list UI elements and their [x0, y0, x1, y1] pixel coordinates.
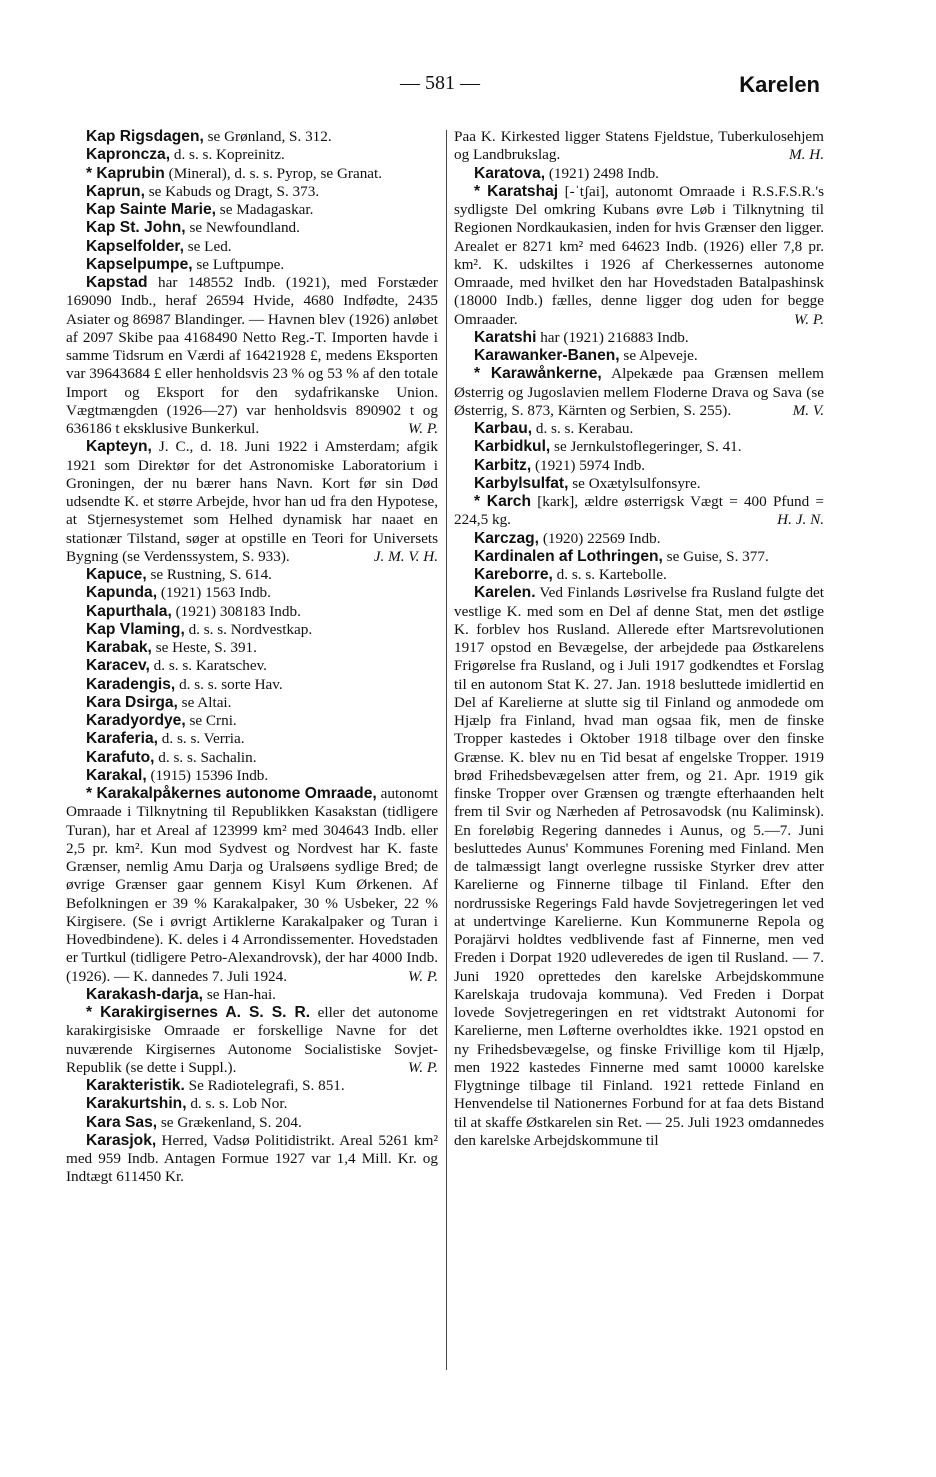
entry-headword: Kapteyn, — [86, 438, 152, 456]
entry-signature: H. J. N. — [777, 511, 824, 529]
entry-text: (1921) 2498 Indb. — [545, 164, 659, 182]
entry-headword: Karatova, — [474, 164, 546, 182]
entry-headword: Karbidkul, — [474, 438, 551, 456]
entry-headword: * Karakalpåkernes autonome Omraade, — [86, 785, 377, 802]
entry-text: se Luftpumpe. — [192, 255, 285, 273]
entry-text: (1921) 5974 Indb. — [531, 456, 646, 474]
entry-signature: W. P. — [794, 310, 824, 328]
entry-signature: M. H. — [788, 146, 824, 164]
entry-headword: Kareborre, — [474, 566, 553, 583]
entry-text: se Rustning, S. 614. — [146, 566, 272, 583]
entry-text: eller det autonome karakirgisiske Omraade er forskellige Navne for det nuværende Kirgisernes Autonome Socialistiske Sovjet-Republik (se dette i Suppl.). — [66, 1004, 438, 1076]
dictionary-entry — [454, 493, 824, 530]
entry-text: se Crni. — [185, 712, 237, 729]
dictionary-entry — [454, 183, 824, 329]
entry-signature: W. P. — [408, 967, 438, 985]
entry-headword: Karaferia, — [86, 730, 158, 748]
entry-text: se Jernkulstoflegeringer, S. 41. — [550, 438, 742, 456]
entry-headword: Karadyordye, — [86, 712, 186, 729]
entry-headword: Karelen. — [474, 584, 536, 602]
dictionary-entry — [66, 603, 438, 621]
dictionary-entry — [454, 475, 824, 493]
entry-headword: Kapselpumpe, — [86, 255, 193, 273]
entry-headword: * Karatshaj — [474, 182, 559, 200]
page-number: — 581 — — [400, 72, 480, 94]
entry-headword: Kap Rigsdagen, — [86, 128, 204, 145]
dictionary-entry — [454, 347, 824, 365]
dictionary-entry — [454, 584, 824, 1150]
dictionary-entry — [66, 146, 438, 164]
entry-text: d. s. s. Lob Nor. — [186, 1095, 288, 1113]
dictionary-entry — [454, 548, 824, 566]
entry-headword: Karabak, — [86, 639, 152, 656]
entry-headword: Kaproncza, — [86, 146, 171, 164]
page-header — [60, 72, 820, 102]
entry-headword: Karacev, — [86, 657, 150, 675]
entry-text: se Oxætylsulfonsyre. — [568, 474, 701, 492]
dictionary-entry — [66, 657, 438, 675]
entry-text: (Mineral), d. s. s. Pyrop, se Granat. — [164, 164, 383, 182]
entry-headword: Karbau, — [474, 420, 533, 437]
entry-text: Herred, Vadsø Politidistrikt. Areal 5261 km² med 959 Indb. Antagen Formue 1927 var 1,4 Mill. Kr. og Indtægt 611450 Kr. — [66, 1131, 438, 1186]
dictionary-entry — [454, 329, 824, 347]
dictionary-entry — [66, 621, 438, 639]
entry-headword: Kap Vlaming, — [86, 620, 185, 638]
dictionary-entry — [66, 767, 438, 785]
entry-headword: Kardinalen af Lothringen, — [474, 547, 663, 565]
dictionary-entry — [66, 165, 438, 183]
entry-text: d. s. s. Kerabau. — [532, 420, 634, 437]
dictionary-entry — [66, 256, 438, 274]
entry-headword: Kara Dsirga, — [86, 693, 178, 711]
dictionary-entry — [454, 457, 824, 475]
dictionary-entry — [66, 201, 438, 219]
entry-text: Alpekæde paa Grænsen mellem Østerrig og Jugoslavien mellem Floderne Drava og Sava (se Østerrig, S. 873, Kärnten og Serbien, S. 255). — [454, 365, 824, 419]
dictionary-entry — [66, 676, 438, 694]
dictionary-entry — [66, 1077, 438, 1095]
entry-headword: Kaprun, — [86, 182, 145, 200]
entry-text: Paa K. Kirkested ligger Statens Fjeldstue, Tuberkulosehjem og Landbrukslag. — [454, 128, 824, 164]
entry-text: se Newfoundland. — [185, 219, 300, 237]
left-column — [66, 128, 438, 1187]
entry-headword: Karakal, — [86, 766, 147, 784]
entry-text: se Grønland, S. 312. — [203, 128, 332, 145]
entry-text: (1915) 15396 Indb. — [146, 766, 269, 784]
entry-headword: Karawanker-Banen, — [474, 347, 620, 364]
dictionary-entry — [66, 274, 438, 438]
entry-headword: Kara Sas, — [86, 1113, 158, 1131]
entry-text: se Madagaskar. — [216, 201, 314, 218]
entry-text: se Altai. — [177, 693, 232, 711]
entry-headword: Karatshi — [474, 328, 537, 346]
dictionary-entry — [66, 785, 438, 986]
entry-text: autonomt Omraade i Tilknytning til Republikken Kasakstan (tidligere Turan), har et Areal af 123999 km² med 304643 Indb. eller 2,5 pr. km². Kun mod Sydvest og Nordvest har K. faste Grænser, nemlig Amu Darja og Uralsøens sydlige Bred; de øvrige Grænser gaar gennem Kisyl Kum Ørkenen. Af Befolkningen er 39 % Karakalpaker, 30 % Usbeker, 22 % Kirgisere. (Se i øvrigt Artiklerne Karakalpaker og Turan i Hovedbindene). K. deles i 4 Arrondissementer. Hovedstaden er Turtkul (tidligere Petro-Alexandrovsk), der har 4000 Indb. (1926). — K. dannedes 7. Juli 1924. — [66, 785, 439, 985]
dictionary-entry — [454, 566, 824, 584]
entry-headword: Kapselfolder, — [86, 237, 184, 255]
entry-text: d. s. s. Kartebolle. — [552, 566, 667, 583]
entry-text: [kark], ældre østerrigsk Vægt = 400 Pfund = 224,5 kg. — [454, 493, 824, 529]
entry-headword: Karakteristik. — [86, 1077, 185, 1094]
entry-text: Se Radiotelegrafi, S. 851. — [184, 1077, 345, 1094]
entry-text: se Heste, S. 391. — [151, 639, 257, 656]
entry-text: d. s. s. Verria. — [157, 730, 245, 748]
entry-headword: Kapurthala, — [86, 602, 172, 620]
entry-headword: * Kaprubin — [86, 164, 165, 182]
entry-headword: Karbylsulfat, — [474, 474, 569, 492]
dictionary-entry — [454, 365, 824, 420]
dictionary-entry — [454, 438, 824, 456]
entry-headword: Karbitz, — [474, 456, 532, 474]
dictionary-entry — [66, 712, 438, 730]
entry-text: d. s. s. Kopreinitz. — [170, 146, 285, 164]
entry-headword: Karakurtshin, — [86, 1095, 187, 1113]
entry-text: se Led. — [183, 237, 232, 255]
dictionary-entry — [454, 530, 824, 548]
dictionary-entry — [66, 219, 438, 237]
entry-text: (1921) 308183 Indb. — [171, 602, 301, 620]
entry-text: J. C., d. 18. Juni 1922 i Amsterdam; afgik 1921 som Direktør for det Astronomiske Laboratorium i Groningen, der nu bærer hans Navn. Kort før sin Død udsendte K. et større Arbejde, hvor han ud fra den Hypotese, at Stjernesystemet som Helhed dynamisk har naaet en stationær Tilstand, søger at opstille en Teori for Universets Bygning (se Verdenssystem, S. 933). — [66, 438, 438, 565]
entry-text: d. s. s. Karatschev. — [149, 657, 267, 675]
dictionary-entry — [66, 584, 438, 602]
dictionary-entry — [66, 730, 438, 748]
entry-text: d. s. s. sorte Hav. — [175, 675, 283, 693]
dictionary-entry — [66, 1095, 438, 1113]
dictionary-entry — [66, 566, 438, 584]
dictionary-entry — [66, 1114, 438, 1132]
entry-headword: Kap St. John, — [86, 219, 186, 237]
entry-text: [-ˈtʃai], autonomt Omraade i R.S.F.S.R.'s sydligste Del omkring Kubans øvre Løb i Tilknytning til Regionen Nordkaukasien, inden for hvis Grænser den ligger. Arealet er 8271 km² med 64623 Indb. (1926) eller 7,8 pr. km². K. udskiltes i 1926 af Cherkessernes autonome Omraade, med hvilket den har Hovedstaden Batalpashinsk (18000 Indb.) fælles, denne ligger dog uden for begge Omraader. — [454, 182, 824, 328]
entry-signature: J. M. V. H. — [373, 547, 438, 565]
entry-headword: Kapunda, — [86, 584, 158, 602]
right-column — [454, 128, 824, 1150]
dictionary-entry — [66, 438, 438, 566]
entry-headword: Karafuto, — [86, 748, 155, 766]
column-divider — [446, 130, 447, 1370]
dictionary-entry — [66, 749, 438, 767]
entry-text: se Guise, S. 377. — [662, 547, 769, 565]
entry-headword: Kapuce, — [86, 566, 147, 583]
entry-headword: Karakash-darja, — [86, 985, 204, 1003]
dictionary-entry — [66, 1132, 438, 1187]
dictionary-entry — [66, 128, 438, 146]
entry-text: Ved Finlands Løsrivelse fra Rusland fulgte det vestlige K. med som en Del af denne Stat, men det østlige K. forblev hos Rusland. Allerede efter Martsrevolutionen 1917 opstod en Bevægelse, der arbejdede paa Østkarelens Frigørelse fra Rusland, og i Juli 1917 godkendtes et Forslag til en autonom Stat K. 27. Jan. 1918 besluttede imidlertid en Del af Karelierne at slutte sig til Finland og anmodede om Hjælp fra Finland, hvad man ogsaa fik, men de finske Tropper kastedes i Oktober 1918 tilbage over den finske Grænse. K. blev nu en Tid besat af engelske Tropper. 1919 brød Frihedsbevægelsen atter frem, og 21. Apr. 1919 gik finske Tropper over Grænsen og trængte efterhaanden helt frem til Svir og Nærheden af Petrosavodsk (nu Kaliminsk). En foreløbig Regering dannedes i Aunus, og 5.—7. Juni besluttedes Aunus' Kommunes Forening med Finland. Men de talmæssigt langt overlegne russiske Styrker drev atter Karelierne og Finnerne tilbage til Finland. Efter den nordrussiske Regerings Fald havde Sovjetregeringen let ved at undertvinge Karelierne. Kun Kommunerne Repola og Porajärvi holdtes vedblivende fast af Finnerne, men ved Freden i Dorpat 1920 udleveredes de igen til Rusland. — 7. Juni 1920 oprettedes den karelske Arbejdskommune Karelskaja trudovaja kommuna). Ved Freden i Dorpat lovede Sovjetregeringen en ret vidtstrakt Autonomi for Karelierne, men Løfterne overholdtes ikke. 1921 opstod en ny Frihedsbevægelse, og finske Frivillige kom til Hjælp, men 1922 kastedes Finnerne med samt 10000 karelske Flygtninge tilbage til Finland. 1921 rettede Finland en Henvendelse til Nationernes Forbund for at faa dets Bistand til at skaffe Østkarelen sin Ret. — 25. Juli 1923 omdannedes den karelske Arbejdskommune til — [454, 584, 824, 1149]
entry-signature: W. P. — [408, 1058, 438, 1076]
entry-headword: Kapstad — [86, 274, 148, 291]
entry-text: se Kabuds og Dragt, S. 373. — [144, 182, 320, 200]
dictionary-entry — [66, 238, 438, 256]
running-title: Karelen — [739, 72, 820, 97]
dictionary-entry — [454, 420, 824, 438]
entry-text: d. s. s. Sachalin. — [154, 748, 257, 766]
entry-text: har (1921) 216883 Indb. — [536, 328, 689, 346]
entry-headword: Kap Sainte Marie, — [86, 201, 216, 218]
dictionary-entry — [66, 183, 438, 201]
entry-signature: W. P. — [408, 420, 438, 437]
dictionary-entry — [66, 694, 438, 712]
entry-text: se Alpeveje. — [619, 347, 698, 364]
entry-text: d. s. s. Nordvestkap. — [184, 620, 313, 638]
entry-text: (1920) 22569 Indb. — [539, 529, 661, 547]
entry-text: se Grækenland, S. 204. — [157, 1113, 302, 1131]
dictionary-entry — [454, 165, 824, 183]
dictionary-entry — [66, 639, 438, 657]
entry-headword: * Karawånkerne, — [474, 365, 602, 383]
entry-signature: M. V. — [792, 401, 824, 419]
entry-text: (1921) 1563 Indb. — [157, 584, 271, 602]
dictionary-entry — [66, 1004, 438, 1077]
dictionary-entry — [454, 128, 824, 165]
entry-headword: Karasjok, — [86, 1131, 157, 1149]
entry-text: se Han-hai. — [203, 985, 276, 1003]
entry-headword: * Karakirgisernes A. S. S. R. — [86, 1004, 311, 1021]
entry-text: har 148552 Indb. (1921), med Forstæder 169090 Indb., heraf 26594 Hvide, 4680 Indfødte, 2435 Asiater og 86987 Blandinger. — Havnen blev (1926) anløbet af 2097 Skibe paa 4168490 Netto Reg.-T. Importen havde i samme Tidsrum en Værdi af 16421928 £, medens Eksporten var 39643684 £ eller henholdsvis 23 % og 53 % af den totale Import og Eksport for den sydafrikanske Union. Vægtmængden (1926—27) var henholdsvis 890902 t og 636186 t eksklusive Bunkerkul. — [66, 274, 438, 437]
entry-headword: * Karch — [474, 493, 532, 510]
dictionary-entry — [66, 986, 438, 1004]
entry-headword: Karadengis, — [86, 675, 176, 693]
entry-headword: Karczag, — [474, 529, 540, 547]
